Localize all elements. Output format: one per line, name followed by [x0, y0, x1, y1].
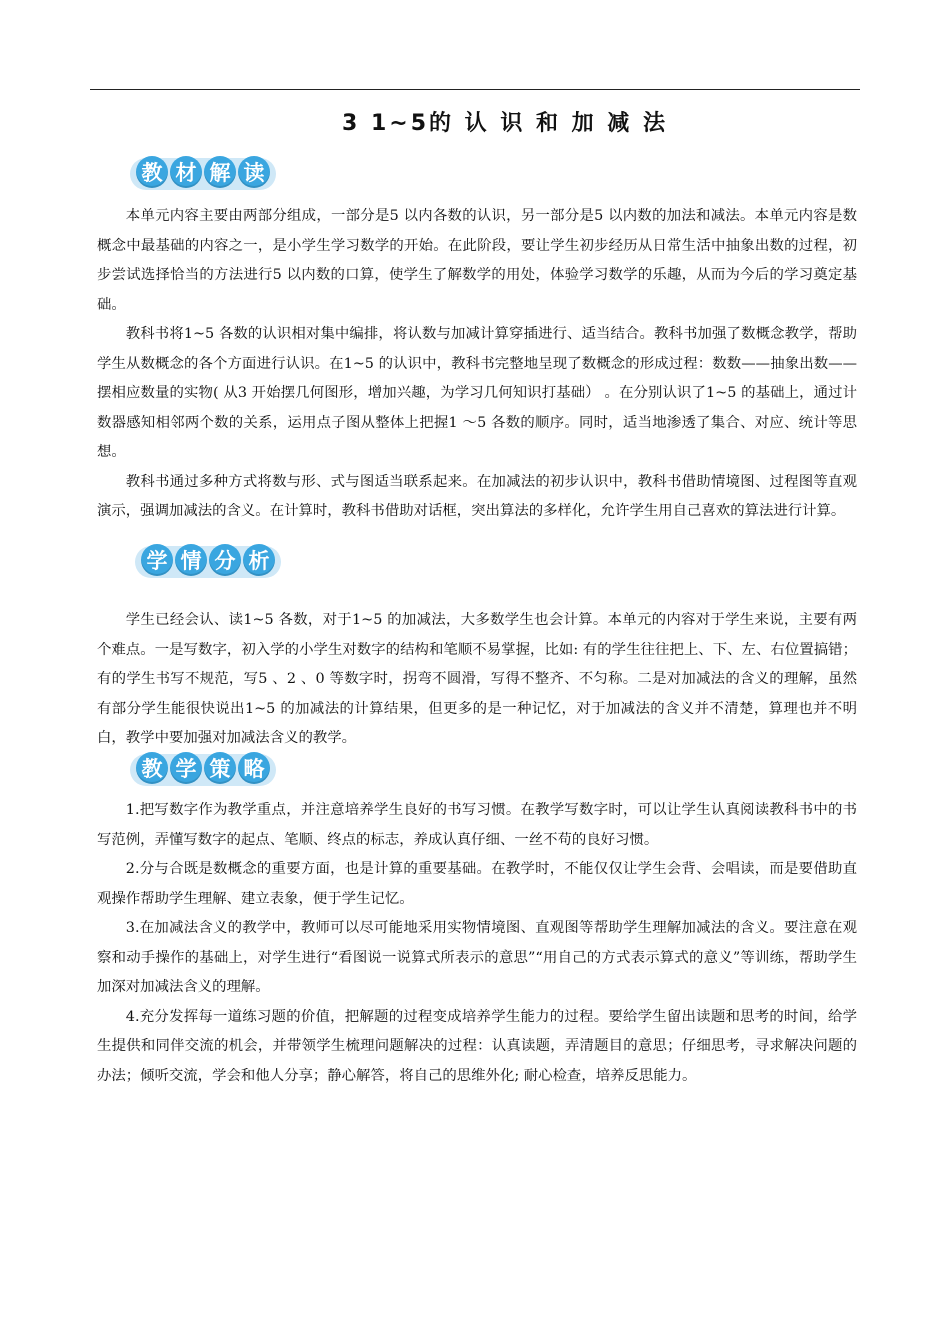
section-badge-student-analysis [141, 540, 275, 580]
paragraph: 教科书将1~5 各数的认识相对集中编排，将认数与加减计算穿插进行、适当结合。教科书加强了数概念教学，帮助学生从数概念的各个方面进行认识。在1~5 的认识中，教科书完整地呈现了数概念的形成过程：数数——抽象出数——摆相应数量的实物( 从3 开始摆几何图形，增加兴趣，为学习几何知识打基础） 。在分别认识了1~5 的基础上，通过计数器感知相邻两个数的关系，运用点子图从整体上把握1 ～5 各数的顺序。同时，适当地渗透了集合、对应、统计等思想。 [97, 326, 857, 460]
badge-char: 情 [175, 544, 207, 576]
badge-char: 解 [204, 156, 236, 188]
badge-char: 学 [170, 752, 202, 784]
paragraph: 4.充分发挥每一道练习题的价值，把解题的过程变成培养学生能力的过程。要给学生留出读题和思考的时间，给学生提供和同伴交流的机会，并带领学生梳理问题解决的过程：认真读题，弄清题目的意思；仔细思考，寻求解决问题的办法；倾听交流，学会和他人分享；静心解答，将自己的思维外化; 耐心检查，培养反思能力。 [97, 1008, 857, 1084]
badge-char: 教 [136, 156, 168, 188]
paragraph: 3.在加减法含义的教学中，教师可以尽可能地采用实物情境图、直观图等帮助学生理解加减法的含义。要注意在观察和动手操作的基础上，对学生进行“看图说一说算式所表示的意思”“用自己的方式表示算式的意义”等训练，帮助学生加深对加减法含义的理解。 [97, 920, 857, 995]
paragraph: 学生已经会认、读1~5 各数，对于1~5 的加减法，大多数学生也会计算。本单元的内容对于学生来说，主要有两个难点。一是写数字，初入学的小学生对数字的结构和笔顺不易掌握，比如: 有的学生往往把上、下、左、右位置搞错；有的学生书写不规范，写5 、2 、0 等数字时，拐弯不圆滑，写得不整齐、不匀称。二是对加减法的含义的理解，虽然有部分学生能很快说出1~5 的加减法的计算结果，但更多的是一种记忆，对于加减法的含义并不清楚，算理也并不明白，教学中要加强对加减法含义的教学。 [97, 612, 857, 746]
section-student-analysis [97, 606, 857, 754]
badge-char: 分 [209, 544, 241, 576]
section-badge-textbook-reading [136, 152, 270, 192]
paragraph: 教科书通过多种方式将数与形、式与图适当联系起来。在加减法的初步认识中，教科书借助情境图、过程图等直观演示，强调加减法的含义。在计算时，教科书借助对话框，突出算法的多样化，允许学生用自己喜欢的算法进行计算。 [97, 473, 857, 519]
badge-char: 教 [136, 752, 168, 784]
section-textbook-reading [97, 202, 857, 527]
section-badge-teaching-strategy [136, 748, 270, 788]
paragraph: 1.把写数字作为教学重点，并注意培养学生良好的书写习惯。在教学写数字时，可以让学生认真阅读教科书中的书写范例，弄懂写数字的起点、笔顺、终点的标志，养成认真仔细、一丝不苟的良好习惯。 [97, 802, 857, 848]
header-rule [90, 89, 860, 90]
badge-char: 略 [238, 752, 270, 784]
badge-char: 策 [204, 752, 236, 784]
section-teaching-strategy [97, 796, 857, 1091]
badge-char: 学 [141, 544, 173, 576]
paragraph: 本单元内容主要由两部分组成，一部分是5 以内各数的认识，另一部分是5 以内数的加法和减法。本单元内容是数概念中最基础的内容之一，是小学生学习数学的开始。在此阶段，要让学生初步经历从日常生活中抽象出数的过程，初步尝试选择恰当的方法进行5 以内数的口算，使学生了解数学的用处，体验学习数学的乐趣，从而为今后的学习奠定基础。 [97, 208, 857, 313]
paragraph: 2.分与合既是数概念的重要方面，也是计算的重要基础。在教学时，不能仅仅让学生会背、会唱读，而是要借助直观操作帮助学生理解、建立表象，便于学生记忆。 [97, 861, 857, 907]
page-title: 3 1~5的 认 识 和 加 减 法 [342, 111, 668, 136]
badge-char: 析 [243, 544, 275, 576]
badge-char: 读 [238, 156, 270, 188]
badge-char: 材 [170, 156, 202, 188]
